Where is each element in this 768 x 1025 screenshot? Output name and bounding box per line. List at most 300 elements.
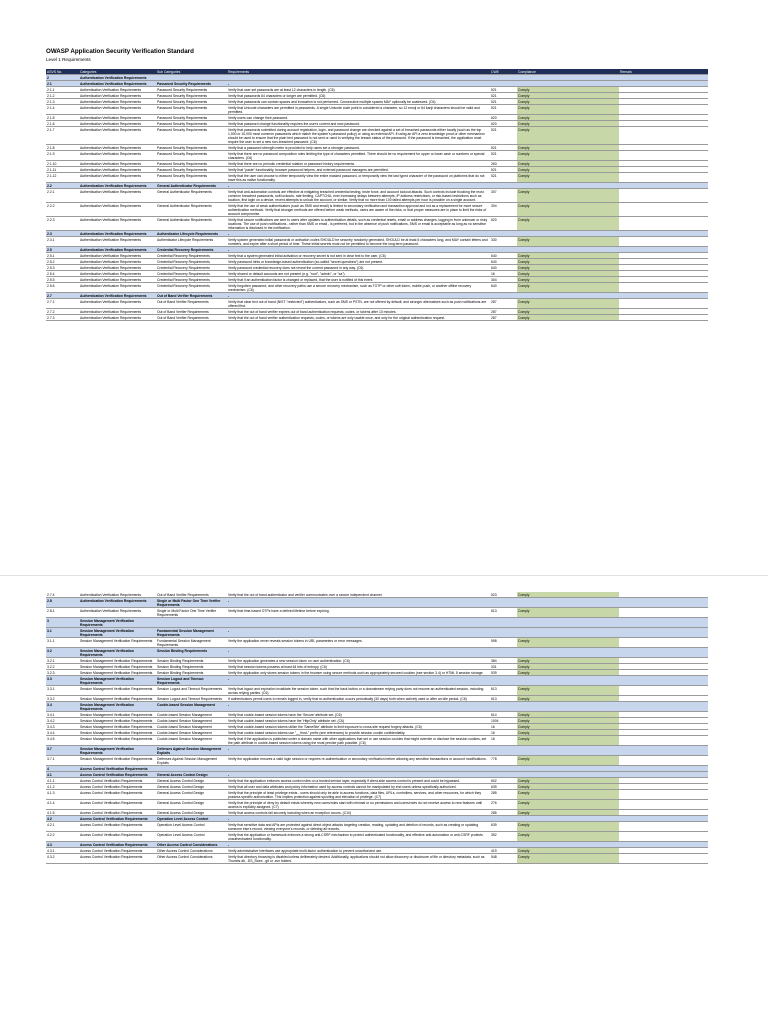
cell-compliance: Comply [517, 167, 619, 173]
cell-compliance: Comply [517, 696, 619, 702]
cell-remark [619, 105, 708, 115]
cell-compliance: Comply [517, 161, 619, 167]
cell-sub-category [156, 618, 227, 628]
cell-sub-category: General Access Control Design [156, 772, 227, 778]
cell-category: Session Management Verification Requirements [79, 664, 156, 670]
cell-category: Access Control Verification Requirements [79, 848, 156, 854]
cell-requirement: Verify the application only stores session tokens in the browser using secure methods such as appropriately secured cookies (see section 3.4) or HTML 5 session storage. [227, 670, 490, 676]
cell-sub-category: Password Security Requirements [156, 115, 227, 121]
cell-category: Authentication Verification Requirements [79, 121, 156, 127]
cell-compliance: Comply [517, 730, 619, 736]
cell-category: Authentication Verification Requirements [79, 105, 156, 115]
cell-category: Session Management Verification Requirements [79, 712, 156, 718]
cell-cwe: 598 [490, 638, 517, 648]
cell-sub-category: Operation Level Access Control [156, 816, 227, 822]
cell-category: Authentication Verification Requirements [79, 145, 156, 151]
table-row [46, 127, 708, 145]
cell-requirement: Verify that there are no password composition rules limiting the type of characters permitted. There should be no requirement for upper or lower case or numbers or special characters. (C6) [227, 151, 490, 161]
cell-category: Session Management Verification Requirements [79, 696, 156, 702]
section-row [46, 598, 708, 608]
header-cwe: CWE [490, 69, 517, 75]
table-row [46, 608, 708, 618]
cell-asvs-no: 4.1.1 [46, 778, 79, 784]
cell-compliance: Comply [517, 115, 619, 121]
cell-cwe: 330 [490, 237, 517, 247]
cell-asvs-no: 2.1.11 [46, 167, 79, 173]
cell-requirement: - [227, 628, 490, 638]
cell-remark [619, 790, 708, 800]
cell-asvs-no: 4.3 [46, 842, 79, 848]
cell-compliance: Comply [517, 638, 619, 648]
cell-requirement: - [227, 183, 490, 189]
cell-sub-category: Cookie-based Session Management [156, 730, 227, 736]
cell-category: Access Control Verification Requirements [79, 800, 156, 810]
cell-sub-category: Cookie-based Session Management [156, 718, 227, 724]
cell-cwe: 614 [490, 712, 517, 718]
cell-requirement: Verify that passwords can contain spaces and truncation is not performed. Consecutive multiple spaces MAY optionally be coalesced. (C6) [227, 99, 490, 105]
cell-cwe: 778 [490, 756, 517, 766]
cell-category: Access Control Verification Requirements [79, 822, 156, 832]
table-row [46, 800, 708, 810]
table-row [46, 105, 708, 115]
cell-sub-category: Credential Recovery Requirements [156, 253, 227, 259]
cell-asvs-no: 2.5.4 [46, 271, 79, 277]
cell-compliance: Comply [517, 664, 619, 670]
cell-sub-category: Session Binding Requirements [156, 648, 227, 658]
cell-category: Authentication Verification Requirements [79, 93, 156, 99]
cell-asvs-no: 2.2 [46, 183, 79, 189]
cell-asvs-no: 2.1.2 [46, 93, 79, 99]
cell-category: Session Management Verification Requirements [79, 718, 156, 724]
cell-remark [619, 628, 708, 638]
cell-requirement: - [227, 702, 490, 712]
cell-requirement: Verify that Unicode characters are permitted in passwords. A single Unicode code point is considered a character, so 12 emoji or 64 kanji characters should be valid and permitted. [227, 105, 490, 115]
cell-sub-category: Out of Band Verifier Requirements [156, 315, 227, 321]
cell-compliance: Comply [517, 822, 619, 832]
cell-category: Authentication Verification Requirements [79, 231, 156, 237]
cell-requirement: Verify that there are no periodic credential rotation or password history requirements. [227, 161, 490, 167]
cell-asvs-no: 3.1.1 [46, 638, 79, 648]
cell-sub-category: Defenses Against Session Management Exploits [156, 746, 227, 756]
cell-sub-category: Authenticator Lifecycle Requirements [156, 231, 227, 237]
cell-requirement: - [227, 598, 490, 608]
cell-asvs-no: 2.3.1 [46, 237, 79, 247]
cell-cwe: 276 [490, 800, 517, 810]
cell-remark [619, 151, 708, 161]
cell-sub-category: Password Security Requirements [156, 93, 227, 99]
cell-asvs-no: 3.2 [46, 648, 79, 658]
cell-asvs-no: 2.1.3 [46, 99, 79, 105]
cell-compliance: Comply [517, 718, 619, 724]
cell-cwe [490, 598, 517, 608]
cell-sub-category: Password Security Requirements [156, 105, 227, 115]
cell-asvs-no: 2.7.1 [46, 299, 79, 309]
cell-requirement: Verify that clear text out of band (NIST "restricted") authenticators, such as SMS or PSTN, are not offered by default, and stronger alternatives such as push notifications are offered first. [227, 299, 490, 309]
cell-cwe: 613 [490, 686, 517, 696]
cell-cwe: 419 [490, 848, 517, 854]
cell-requirement: Verify that the user can choose to either temporarily view the entire masked password, or temporarily view the last typed character of the password on platforms that do not have this as native functionality. [227, 173, 490, 183]
cell-asvs-no: 3.4.3 [46, 724, 79, 730]
table-row [46, 283, 708, 293]
cell-compliance: Comply [517, 173, 619, 183]
cell-cwe [490, 618, 517, 628]
cell-asvs-no: 2.1.12 [46, 173, 79, 183]
cell-category: Authentication Verification Requirements [79, 115, 156, 121]
cell-requirement: Verify administrative interfaces use appropriate multi-factor authentication to prevent unauthorized use. [227, 848, 490, 854]
cell-asvs-no: 3.2.2 [46, 664, 79, 670]
cell-category: Authentication Verification Requirements [79, 127, 156, 145]
cell-asvs-no: 3.1 [46, 628, 79, 638]
cell-category: Session Management Verification Requirements [79, 686, 156, 696]
document-subtitle: Level 1 Requirements [46, 57, 91, 62]
cell-asvs-no: 2.1.7 [46, 127, 79, 145]
cell-sub-category: Operation Level Access Control [156, 832, 227, 842]
cell-cwe: 640 [490, 283, 517, 293]
section-row [46, 618, 708, 628]
cell-asvs-no: 3.3.1 [46, 686, 79, 696]
section-row [46, 702, 708, 712]
table-row [46, 315, 708, 321]
cell-asvs-no: 4.1 [46, 772, 79, 778]
cell-cwe: 613 [490, 696, 517, 702]
cell-compliance: Comply [517, 259, 619, 265]
cell-category: Authentication Verification Requirements [79, 75, 156, 81]
cell-sub-category: Other Access Control Considerations [156, 854, 227, 864]
cell-asvs-no: 3 [46, 618, 79, 628]
cell-sub-category: General Authenticator Requirements [156, 203, 227, 217]
cell-category: Session Management Verification Requirements [79, 736, 156, 746]
cell-sub-category: Password Security Requirements [156, 173, 227, 183]
cell-cwe: 602 [490, 778, 517, 784]
cell-sub-category: Cookie-based Session Management [156, 724, 227, 730]
cell-sub-category: Cookie-based Session Management [156, 736, 227, 746]
table-row [46, 854, 708, 864]
cell-cwe: 620 [490, 217, 517, 231]
cell-asvs-no: 4.1.4 [46, 800, 79, 810]
table-row [46, 217, 708, 231]
cell-category: Authentication Verification Requirements [79, 277, 156, 283]
cell-cwe [490, 702, 517, 712]
cell-requirement: Verify that cookie-based session tokens have the 'Secure' attribute set. (C6) [227, 712, 490, 718]
cell-category: Session Management Verification Requirements [79, 658, 156, 664]
cell-compliance: Comply [517, 189, 619, 203]
cell-remark [619, 283, 708, 293]
cell-remark [619, 598, 708, 608]
cell-compliance: Comply [517, 217, 619, 231]
cell-cwe: 16 [490, 271, 517, 277]
cell-asvs-no: 2.1.8 [46, 145, 79, 151]
cell-cwe [490, 676, 517, 686]
cell-remark [619, 127, 708, 145]
cell-category: Authentication Verification Requirements [79, 592, 156, 598]
cell-remark [619, 217, 708, 231]
cell-category: Access Control Verification Requirements [79, 810, 156, 816]
cell-sub-category: Password Security Requirements [156, 127, 227, 145]
cell-asvs-no: 3.4.2 [46, 718, 79, 724]
cell-sub-category: General Authenticator Requirements [156, 217, 227, 231]
cell-cwe: 521 [490, 151, 517, 161]
cell-sub-category: Out of Band Verifier Requirements [156, 299, 227, 309]
cell-category: Authentication Verification Requirements [79, 151, 156, 161]
requirements-table [46, 69, 708, 321]
cell-asvs-no: 2.5.1 [46, 253, 79, 259]
cell-asvs-no: 3.7.1 [46, 756, 79, 766]
cell-asvs-no: 2.1.5 [46, 115, 79, 121]
cell-requirement: Verify that cookie-based session tokens use "__Host-" prefix (see references) to provide session cookie confidentiality. [227, 730, 490, 736]
cell-asvs-no: 2.2.2 [46, 203, 79, 217]
cell-category: Session Management Verification Requirements [79, 676, 156, 686]
table-row [46, 736, 708, 746]
cell-cwe: 285 [490, 810, 517, 816]
cell-requirement: Verify that passwords submitted during account registration, login, and password change are checked against a set of breached passwords either locally (such as the top 1,000 or 10,000 most common passwords which match the system's password policy) or using an external API. If using an API a zero knowledge proof or other mechanism should be used to ensure that the plain text password is not sent or used in verifying the breach status of the password. If the password is breached, the application must require the user to set a new non-breached password. (C6) [227, 127, 490, 145]
cell-remark [619, 189, 708, 203]
cell-category: Authentication Verification Requirements [79, 293, 156, 299]
cell-requirement: - [227, 231, 490, 237]
cell-remark [619, 638, 708, 648]
cell-compliance: Comply [517, 784, 619, 790]
cell-asvs-no: 2.1.10 [46, 161, 79, 167]
cell-asvs-no: 4.1.2 [46, 784, 79, 790]
cell-sub-category: Session Logout and Timeout Requirements [156, 696, 227, 702]
table-row [46, 822, 708, 832]
cell-compliance: Comply [517, 608, 619, 618]
cell-compliance: Comply [517, 848, 619, 854]
cell-asvs-no: 4.3.2 [46, 854, 79, 864]
cell-sub-category: Other Access Control Considerations [156, 842, 227, 848]
cell-cwe: 304 [490, 203, 517, 217]
cell-sub-category: Password Security Requirements [156, 87, 227, 93]
cell-compliance: Comply [517, 670, 619, 676]
cell-sub-category: Single or Multi Factor One Time Verifier Requirements [156, 598, 227, 608]
cell-requirement: Verify that "paste" functionality, browser password helpers, and external password managers are permitted. [227, 167, 490, 173]
cell-cwe: 521 [490, 99, 517, 105]
cell-requirement: Verify users can change their password. [227, 115, 490, 121]
cell-cwe: 639 [490, 822, 517, 832]
cell-remark [619, 800, 708, 810]
cell-asvs-no: 2.1.9 [46, 151, 79, 161]
cell-sub-category: Out of Band Verifier Requirements [156, 293, 227, 299]
cell-requirement: Verify that cookie-based session tokens utilize the 'SameSite' attribute to limit exposure to cross-site request forgery attacks. (C6) [227, 724, 490, 730]
cell-sub-category: Password Security Requirements [156, 151, 227, 161]
cell-category: Session Management Verification Requirements [79, 746, 156, 756]
cell-requirement: Verify that a password strength meter is provided to help users set a stronger password. [227, 145, 490, 151]
cell-asvs-no: 3.4 [46, 702, 79, 712]
cell-asvs-no: 3.4.1 [46, 712, 79, 718]
cell-category: Access Control Verification Requirements [79, 842, 156, 848]
section-row [46, 676, 708, 686]
cell-sub-category: Session Logout and Timeout Requirements [156, 686, 227, 696]
cell-compliance: Comply [517, 592, 619, 598]
cell-compliance [517, 618, 619, 628]
cell-requirement: Verify the application never reveals session tokens in URL parameters or error messages. [227, 638, 490, 648]
cell-sub-category: Cookie-based Session Management [156, 702, 227, 712]
cell-category: Authentication Verification Requirements [79, 309, 156, 315]
cell-compliance: Comply [517, 315, 619, 321]
cell-remark [619, 832, 708, 842]
cell-compliance: Comply [517, 99, 619, 105]
cell-category: Session Management Verification Requirements [79, 670, 156, 676]
cell-requirement: Verify the application generates a new session token on user authentication. (C6) [227, 658, 490, 664]
cell-sub-category: Credential Recovery Requirements [156, 247, 227, 253]
cell-sub-category: Password Security Requirements [156, 161, 227, 167]
cell-sub-category: Password Security Requirements [156, 121, 227, 127]
cell-compliance: Comply [517, 854, 619, 864]
cell-category: Access Control Verification Requirements [79, 832, 156, 842]
cell-asvs-no: 3.2.1 [46, 658, 79, 664]
cell-compliance: Comply [517, 145, 619, 151]
cell-asvs-no: 2.5.5 [46, 277, 79, 283]
cell-requirement: Verify that access controls fail securely including when an exception occurs. (C10) [227, 810, 490, 816]
cell-compliance: Comply [517, 309, 619, 315]
cell-asvs-no: 4.1.3 [46, 790, 79, 800]
cell-remark [619, 299, 708, 309]
cell-asvs-no: 2.5.3 [46, 265, 79, 271]
table-row [46, 203, 708, 217]
cell-sub-category: Fundamental Session Management Requirements [156, 628, 227, 638]
cell-category: Authentication Verification Requirements [79, 259, 156, 265]
cell-category: Authentication Verification Requirements [79, 87, 156, 93]
cell-category: Access Control Verification Requirements [79, 772, 156, 778]
cell-asvs-no: 2.1.1 [46, 87, 79, 93]
cell-remark [619, 736, 708, 746]
cell-asvs-no: 3.2.3 [46, 670, 79, 676]
cell-requirement: - [227, 648, 490, 658]
cell-cwe: 523 [490, 592, 517, 598]
cell-requirement: Verify that the out of band verifier authentication requests, codes, or tokens are only usable once, and only for the original authentication request. [227, 315, 490, 321]
cell-compliance: Comply [517, 87, 619, 93]
cell-cwe: 640 [490, 259, 517, 265]
cell-category: Authentication Verification Requirements [79, 265, 156, 271]
cell-category: Session Management Verification Requirements [79, 648, 156, 658]
cell-sub-category: General Access Control Design [156, 784, 227, 790]
cell-sub-category: Password Security Requirements [156, 99, 227, 105]
cell-cwe: 521 [490, 167, 517, 173]
cell-cwe: 304 [490, 277, 517, 283]
spreadsheet-page-2 [0, 575, 768, 1025]
cell-compliance: Comply [517, 724, 619, 730]
cell-category: Authentication Verification Requirements [79, 173, 156, 183]
cell-category: Authentication Verification Requirements [79, 608, 156, 618]
cell-cwe: 16 [490, 724, 517, 730]
cell-cwe: 620 [490, 121, 517, 127]
cell-cwe: 16 [490, 730, 517, 736]
table-row [46, 832, 708, 842]
cell-compliance: Comply [517, 658, 619, 664]
cell-asvs-no: 3.7 [46, 746, 79, 756]
cell-category: Access Control Verification Requirements [79, 854, 156, 864]
cell-sub-category: General Access Control Design [156, 778, 227, 784]
cell-cwe: 521 [490, 93, 517, 99]
cell-requirement: Verify the application ensures a valid login session or requires re-authentication or secondary verification before allowing any sensitive transactions or account modifications. [227, 756, 490, 766]
cell-sub-category: Out of Band Verifier Requirements [156, 309, 227, 315]
cell-compliance: Comply [517, 283, 619, 293]
cell-requirement: Verify that the application or framework enforces a strong anti-CSRF mechanism to protect authenticated functionality, and effective anti-automation or anti-CSRF protects unauthenticated functionality. [227, 832, 490, 842]
cell-cwe: 352 [490, 832, 517, 842]
cell-compliance: Comply [517, 736, 619, 746]
cell-compliance [517, 746, 619, 756]
cell-cwe: 331 [490, 664, 517, 670]
cell-cwe: 285 [490, 790, 517, 800]
table-row [46, 686, 708, 696]
cell-cwe: 16 [490, 736, 517, 746]
cell-requirement: Verify that passwords 64 characters or longer are permitted. (C6) [227, 93, 490, 99]
cell-compliance [517, 702, 619, 712]
cell-requirement: - [227, 772, 490, 778]
cell-cwe [490, 746, 517, 756]
cell-requirement: Verify that time-based OTPs have a defined lifetime before expiring. [227, 608, 490, 618]
cell-asvs-no: 3.4.5 [46, 736, 79, 746]
cell-category: Session Management Verification Requirements [79, 628, 156, 638]
cell-remark [619, 618, 708, 628]
cell-requirement: Verify forgotten password, and other recovery paths use a secure recovery mechanism, such as TOTP or other soft token, mobile push, or another offline recovery mechanism. (C6) [227, 283, 490, 293]
cell-compliance: Comply [517, 712, 619, 718]
cell-compliance: Comply [517, 127, 619, 145]
cell-compliance: Comply [517, 810, 619, 816]
header-compliance: Compliance [517, 69, 619, 75]
cell-remark [619, 854, 708, 864]
cell-sub-category: Credential Recovery Requirements [156, 271, 227, 277]
section-row [46, 746, 708, 756]
cell-cwe: 548 [490, 854, 517, 864]
cell-sub-category: General Access Control Design [156, 800, 227, 810]
cell-sub-category: Password Security Requirements [156, 167, 227, 173]
cell-compliance: Comply [517, 265, 619, 271]
cell-requirement: Verify password hints or knowledge-based authentication (so-called "secret questions") are not present. [227, 259, 490, 265]
cell-sub-category: Credential Recovery Requirements [156, 283, 227, 293]
table-row [46, 189, 708, 203]
table-row [46, 299, 708, 309]
cell-category: Authentication Verification Requirements [79, 161, 156, 167]
cell-cwe: 263 [490, 161, 517, 167]
cell-category: Authentication Verification Requirements [79, 189, 156, 203]
cell-asvs-no: 2.5.2 [46, 259, 79, 265]
cell-category: Session Management Verification Requirements [79, 638, 156, 648]
cell-sub-category: General Access Control Design [156, 810, 227, 816]
cell-compliance: Comply [517, 105, 619, 115]
cell-compliance: Comply [517, 800, 619, 810]
header-requirements: Requirements [227, 69, 490, 75]
table-row [46, 151, 708, 161]
cell-cwe: 521 [490, 87, 517, 93]
table-row [46, 790, 708, 800]
cell-requirement: - [227, 746, 490, 756]
cell-asvs-no: 2.1.6 [46, 121, 79, 127]
cell-cwe: 521 [490, 173, 517, 183]
cell-asvs-no: 4 [46, 766, 79, 772]
cell-category: Authentication Verification Requirements [79, 217, 156, 231]
cell-asvs-no: 4.2 [46, 816, 79, 822]
cell-compliance: Comply [517, 203, 619, 217]
cell-sub-category: Session Logout and Timeout Requirements [156, 676, 227, 686]
section-row [46, 648, 708, 658]
cell-compliance [517, 628, 619, 638]
header-remark: Remark [619, 69, 708, 75]
cell-requirement: Verify that secure notifications are sent to users after updates to authentication details, such as credential resets, email or address changes, logging in from unknown or risky locations. The use of push notifications - rather than SMS or email - is preferred, but in the absence of push notifications, SMS or email is acceptable as long as no sensitive information is disclosed in the notification. [227, 217, 490, 231]
cell-remark [619, 746, 708, 756]
cell-requirement: Verify that if the application is published under a domain name with other applications that set or use session cookies that might override or disclose the session cookies, set the path attribute in cookie-based session tokens using the most precise path possible. (C6) [227, 736, 490, 746]
cell-requirement: Verify that session tokens possess at least 64 bits of entropy. (C6) [227, 664, 490, 670]
cell-requirement: Verify that sensitive data and APIs are protected against direct object attacks targeting creation, reading, updating and deletion of records, such as creating or updating someone else's record, viewing everyone's records, or deleting all records. [227, 822, 490, 832]
cell-cwe: 640 [490, 253, 517, 259]
cell-cwe: 307 [490, 189, 517, 203]
table-row [46, 638, 708, 648]
cell-sub-category: Session Binding Requirements [156, 664, 227, 670]
cell-cwe: 384 [490, 658, 517, 664]
cell-cwe: 1004 [490, 718, 517, 724]
cell-sub-category: Operation Level Access Control [156, 822, 227, 832]
cell-asvs-no: 2 [46, 75, 79, 81]
cell-requirement: Verify that user set passwords are at least 12 characters in length. (C6) [227, 87, 490, 93]
